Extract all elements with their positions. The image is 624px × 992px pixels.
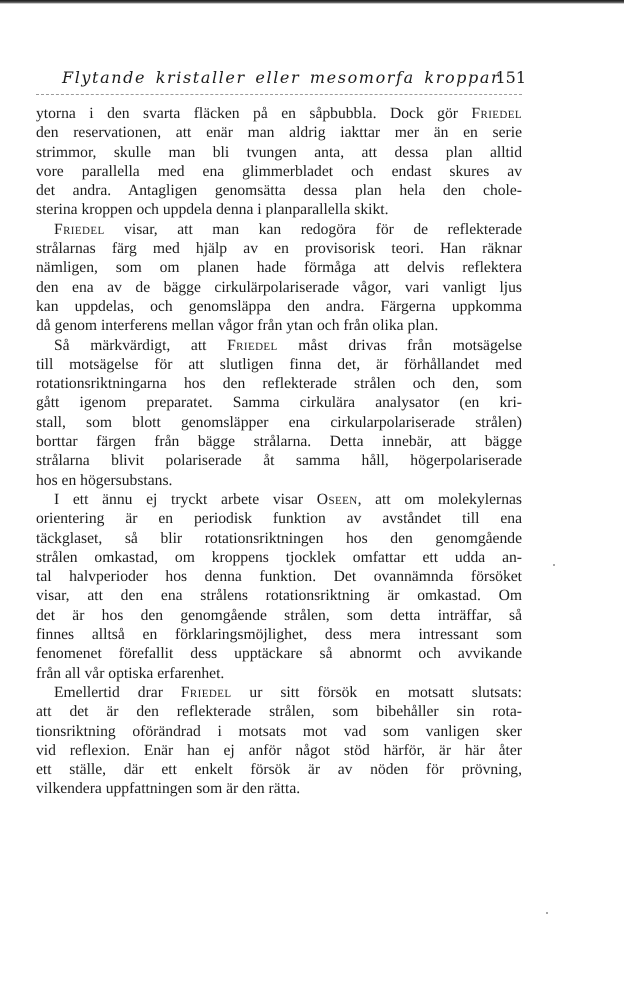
- text-line: stall, som blott genomsläpper ena cirkularpolariserade strålen): [36, 413, 522, 431]
- author-name: Oseen: [316, 490, 358, 508]
- text-line: strålarnas färg med hjälp av en provisorisk teori. Han räknar: [36, 240, 522, 258]
- text-line: gått igenom preparatet. Samma cirkulära analysator (en kri-: [36, 394, 522, 412]
- running-header: [62, 68, 534, 92]
- text-line: tionsriktning oförändrad i motsats mot vad som vanligen sker: [36, 722, 522, 740]
- text-line: tal halvperioder hos denna funktion. Det ovannämnda försöket: [36, 568, 522, 586]
- paragraph: [36, 104, 522, 220]
- text-line: Friedel visar, att man kan redogöra för de reflekterade: [54, 220, 522, 238]
- author-name: Friedel: [180, 683, 232, 701]
- paragraph: [36, 220, 522, 336]
- text-line: Emellertid drar Friedel ur sitt försök en motsatt slutsats:: [54, 683, 522, 701]
- page-top-edge: [0, 0, 624, 4]
- text-line: ytorna i den svarta fläcken på en såpbubbla. Dock gör Friedel: [36, 105, 522, 122]
- text-line: det andra. Antagligen genomsätta dessa plan hela den chole-: [36, 182, 522, 200]
- author-name: Friedel: [471, 105, 522, 122]
- text-line: vore parallella med ena glimmerbladet och endast skures av: [36, 162, 522, 180]
- text-line: visar, att den ena strålens rotationsriktning är omkastad. Om: [36, 587, 522, 605]
- text-line: orientering är en periodisk funktion av avståndet till ena: [36, 510, 522, 528]
- text-line: det är hos den genomgående strålen, som detta inträffar, så: [36, 606, 522, 624]
- page-number: 151: [495, 68, 526, 87]
- text-line: finnes alltså en förklaringsmöjlighet, dess mera intressant som: [36, 626, 522, 644]
- text-line: rotationsriktningarna hos den reflekterade strålen och den, som: [36, 375, 522, 393]
- text-line: vilkendera uppfattningen som är den rätta.: [36, 780, 301, 798]
- text-line: då genom interferens mellan vågor från ytan och från olika plan.: [36, 317, 439, 335]
- text-line: strimmor, skulle man bli tvungen anta, att dessa plan alltid: [36, 143, 522, 161]
- stray-print-mark: [553, 564, 555, 566]
- text-line: strålarna blivit polariserade åt samma håll, högerpolariserade: [36, 452, 522, 470]
- stray-print-mark: [546, 912, 548, 914]
- text-line: hos en högersubstans.: [36, 471, 173, 489]
- text-line: strålen omkastad, om kroppens tjocklek omfattar ett udda an-: [36, 548, 522, 566]
- text-line: kan uppdelas, och genomsläppa den andra. Färgerna uppkomma: [36, 297, 522, 315]
- author-name: Friedel: [54, 220, 105, 238]
- paragraph: [36, 490, 522, 683]
- text-line: ett ställe, där ett enkelt försök är av nöden för prövning,: [36, 761, 522, 779]
- text-line: sterina kroppen och uppdela denna i planparallella skikt.: [36, 201, 389, 219]
- paragraph: [36, 336, 522, 490]
- body-text: [36, 104, 522, 799]
- text-line: nämligen, som om planen hade förmåga att delvis reflektera: [36, 259, 522, 277]
- text-line: borttar färgen från bägge strålarna. Detta innebär, att bägge: [36, 433, 522, 451]
- text-line: till motsägelse för att slutligen finna det, är förhållandet med: [36, 355, 522, 373]
- paragraph: [36, 683, 522, 799]
- text-line: fenomenet förefallit dess upptäckare så abnormt och avvikande: [36, 645, 522, 663]
- text-line: täckglaset, så blir rotationsriktningen hos den genomgående: [36, 529, 522, 547]
- running-title: Flytande kristaller eller mesomorfa kroppar: [62, 68, 501, 87]
- text-line: I ett ännu ej tryckt arbete visar Oseen, att om molekylernas: [54, 490, 522, 508]
- header-rule: [36, 94, 522, 95]
- text-line: att det är den reflekterade strålen, som bibehåller sin rota-: [36, 703, 522, 721]
- text-line: den reservationen, att enär man aldrig iakttar mer än en serie: [36, 124, 522, 142]
- author-name: Friedel: [227, 336, 278, 354]
- text-line: Så märkvärdigt, att Friedel måst drivas från motsägelse: [54, 336, 523, 354]
- text-line: från all vår optiska erfarenhet.: [36, 664, 225, 682]
- text-line: vid reflexion. Enär han ej anför något stöd härför, är här åter: [36, 741, 522, 759]
- text-line: den ena av de bägge cirkulärpolariserade vågor, vari vanligt ljus: [36, 278, 522, 296]
